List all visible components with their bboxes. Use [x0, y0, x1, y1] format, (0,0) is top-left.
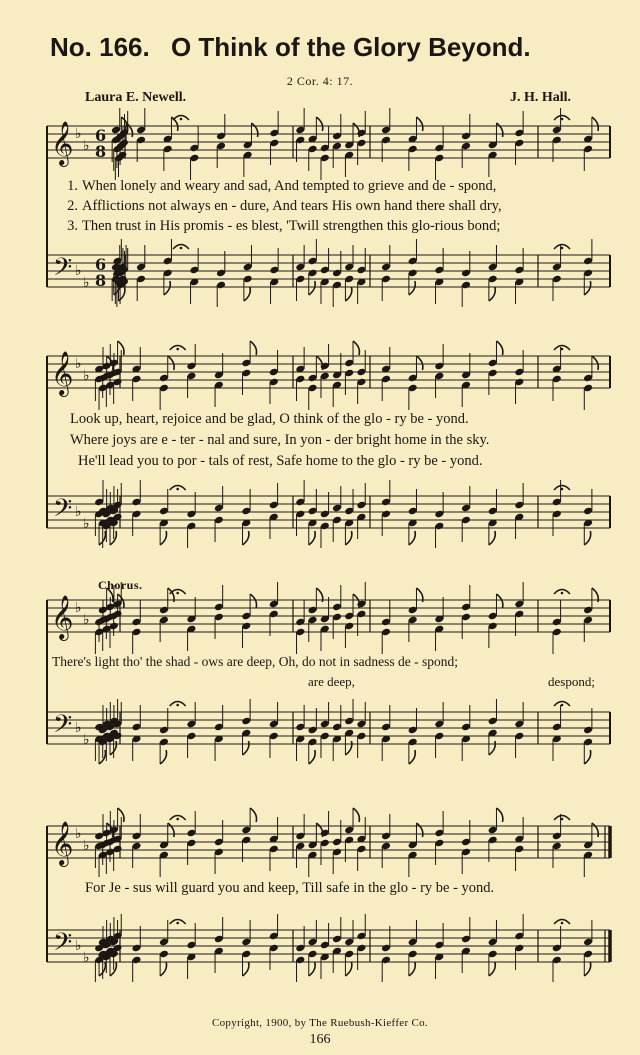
flat-sign: ♭: [83, 612, 90, 628]
note-flag: [489, 962, 495, 976]
note-flag: [409, 531, 415, 545]
time-sig-top: 6: [95, 126, 107, 145]
fermata-dot: [176, 704, 179, 707]
note-flag: [416, 117, 422, 131]
note-flag: [160, 962, 166, 976]
verse-1-line: 1. When lonely and weary and sad, And tempted to grieve and de - spond,: [67, 178, 497, 194]
note-flag: [160, 531, 166, 545]
note-flag: [250, 341, 256, 355]
time-sig-bottom: 8: [95, 271, 107, 290]
flat-sign: ♭: [75, 938, 82, 954]
author-credit: Laura E. Newell.: [85, 90, 187, 105]
note-flag: [244, 287, 250, 301]
fermata-dot: [176, 488, 179, 491]
note-flag: [243, 531, 249, 545]
flat-sign: ♭: [75, 263, 82, 279]
note-flag: [416, 823, 422, 837]
note-flag: [168, 823, 174, 837]
flat-sign: ♭: [83, 368, 90, 384]
fermata-dot: [561, 922, 564, 925]
copyright-notice: Copyright, 1900, by The Ruebush-Kieffer Co.: [212, 1017, 428, 1029]
note-flag: [164, 281, 170, 295]
note-flag: [584, 281, 590, 295]
hymn-title-text: O Think of the Glory Beyond.: [170, 32, 531, 62]
treble-clef: 𝄞: [51, 821, 74, 865]
note-flag: [309, 531, 315, 545]
note-flag: [496, 808, 502, 822]
flat-sign: ♭: [83, 950, 90, 966]
note-flag: [584, 531, 590, 545]
note-flag: [243, 962, 249, 976]
fermata-dot: [561, 818, 564, 821]
verse-3-line: 3. Then trust in His promis - es blest, 'Twill strengthen this glo-rious bond;: [67, 218, 501, 234]
note-flag: [345, 741, 351, 755]
note-flag: [345, 962, 351, 976]
fermata-dot: [561, 247, 564, 250]
flat-sign: ♭: [75, 126, 82, 142]
note-flag: [250, 808, 256, 822]
chorus-line: There's light tho' the shad - ows are deep, Oh, do not in sadness de - spond;: [52, 654, 459, 669]
fermata-dot: [561, 592, 564, 595]
note-flag: [592, 356, 598, 370]
time-sig-bottom: 8: [95, 142, 107, 161]
note-flag: [251, 123, 257, 137]
page-number: 166: [309, 1032, 331, 1047]
note-flag: [496, 594, 502, 608]
note-flag: [584, 750, 590, 764]
note-flag: [489, 531, 495, 545]
treble-clef: 𝄞: [51, 121, 74, 165]
note-flag: [309, 281, 315, 295]
note-flag: [309, 750, 315, 764]
note-flag: [592, 823, 598, 837]
flat-sign: ♭: [83, 838, 90, 854]
time-sig-top: 6: [95, 255, 107, 274]
note-flag: [416, 356, 422, 370]
flat-sign: ♭: [83, 732, 90, 748]
verse-2-line: 2. Afflictions not always en - dure, And tears His own hand there shall dry,: [67, 198, 502, 214]
bass-clef: 𝄢: [53, 928, 73, 963]
fermata-dot: [176, 818, 179, 821]
note-flag: [409, 281, 415, 295]
note-flag: [168, 356, 174, 370]
chorus-alt-despond: despond;: [548, 674, 595, 689]
chorus-alt-are-deep: are deep,: [308, 674, 355, 689]
note-flag: [489, 741, 495, 755]
flat-sign: ♭: [83, 275, 90, 291]
flat-sign: ♭: [75, 356, 82, 372]
system2-line-3: He'll lead you to por - tals of rest, Safe home to the glo - ry be - yond.: [78, 453, 483, 469]
flat-sign: ♭: [83, 516, 90, 532]
fermata-dot: [180, 118, 183, 121]
note-flag: [316, 117, 322, 131]
note-flag: [409, 750, 415, 764]
fermata-dot: [561, 118, 564, 121]
scripture-reference: 2 Cor. 4: 17.: [286, 74, 354, 88]
note-flag: [353, 808, 359, 822]
fermata-dot: [561, 348, 564, 351]
note-flag: [250, 594, 256, 608]
bass-clef: 𝄢: [53, 494, 73, 529]
note-flag: [345, 287, 351, 301]
system4-line: For Je - sus will guard you and keep, Till safe in the glo - ry be - yond.: [85, 880, 495, 896]
treble-clef: 𝄞: [51, 351, 74, 395]
bass-clef: 𝄢: [53, 710, 73, 745]
system2-line-2: Where joys are e - ter - nal and sure, In yon - der bright home in the sky.: [70, 432, 490, 448]
note-flag: [592, 117, 598, 131]
fermata-dot: [176, 592, 179, 595]
flat-sign: ♭: [83, 138, 90, 154]
fermata-dot: [561, 704, 564, 707]
hymn-title: [50, 32, 610, 63]
chorus-label: Chorus.: [98, 578, 143, 592]
fermata-dot: [180, 247, 183, 250]
note-flag: [489, 287, 495, 301]
bass-clef: 𝄢: [53, 253, 73, 288]
fermata-dot: [176, 348, 179, 351]
note-flag: [584, 962, 590, 976]
treble-clef: 𝄞: [51, 595, 74, 639]
note-flag: [243, 741, 249, 755]
flat-sign: ♭: [75, 600, 82, 616]
flat-sign: ♭: [75, 720, 82, 736]
note-flag: [409, 962, 415, 976]
hymn-number: No. 166.: [50, 32, 150, 62]
fermata-dot: [176, 922, 179, 925]
note-flag: [353, 341, 359, 355]
note-flag: [309, 962, 315, 976]
flat-sign: ♭: [75, 504, 82, 520]
flat-sign: ♭: [75, 826, 82, 842]
fermata-dot: [561, 488, 564, 491]
note-flag: [160, 750, 166, 764]
composer-credit: J. H. Hall.: [510, 90, 572, 105]
note-flag: [496, 341, 502, 355]
note-flag: [496, 123, 502, 137]
note-flag: [345, 531, 351, 545]
system2-line-1: Look up, heart, rejoice and be glad, O think of the glo - ry be - yond.: [70, 411, 469, 427]
